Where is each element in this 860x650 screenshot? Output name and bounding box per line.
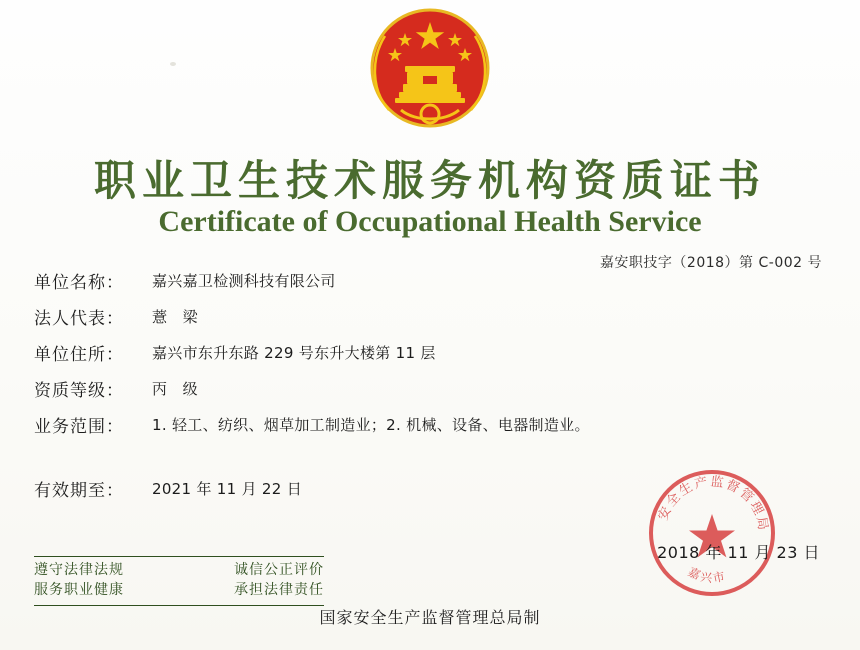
field-label: 资质等级：: [34, 381, 124, 401]
svg-text:嘉兴市: 嘉兴市: [685, 564, 729, 586]
field-list: [34, 268, 694, 448]
field-label: 单位住所：: [34, 345, 124, 365]
motto-left: 遵守法律法规: [34, 562, 124, 578]
certificate-title-cn: 职业卫生技术服务机构资质证书: [93, 156, 766, 205]
motto-right: 承担法律责任: [234, 582, 324, 599]
red-official-seal-icon: [645, 466, 780, 601]
issue-date: 2018 年 11 月 23 日: [657, 543, 820, 562]
validity-row: [34, 476, 302, 501]
motto-line: [34, 580, 324, 600]
validity-value: 2021 年 11 月 22 日: [152, 480, 302, 498]
certificate-number: 嘉安职技字（2018）第 C-002 号: [599, 255, 822, 271]
field-value: 薏 梁: [152, 308, 198, 326]
paper-speck: [170, 62, 176, 66]
field-row-business-scope: [34, 412, 694, 437]
svg-text:安全生产监督管理局: 安全生产监督管理局: [655, 474, 771, 534]
field-label: 法人代表：: [34, 309, 124, 329]
field-value: 丙 级: [152, 380, 198, 398]
field-row-unit-name: [34, 268, 694, 293]
motto-right: 诚信公正评价: [234, 562, 324, 578]
certificate-title-en: Certificate of Occupational Health Service: [158, 205, 702, 238]
national-emblem-icon: [355, 6, 505, 148]
field-row-legal-representative: [34, 304, 694, 329]
motto-block: [34, 556, 324, 606]
motto-left: 服务职业健康: [34, 582, 124, 599]
field-value: 嘉兴嘉卫检测科技有限公司: [152, 272, 336, 290]
field-value: 嘉兴市东升东路 229 号东升大楼第 11 层: [152, 344, 436, 362]
field-label: 业务范围：: [34, 417, 124, 437]
field-row-qualification-level: [34, 376, 694, 401]
validity-label: 有效期至：: [34, 481, 124, 501]
field-label: 单位名称：: [34, 273, 124, 293]
footer-issuer: 国家安全生产监督管理总局制: [319, 608, 541, 627]
field-row-address: [34, 340, 694, 365]
motto-line: [34, 560, 324, 580]
field-value: 1. 轻工、纺织、烟草加工制造业；2. 机械、设备、电器制造业。: [152, 416, 590, 434]
